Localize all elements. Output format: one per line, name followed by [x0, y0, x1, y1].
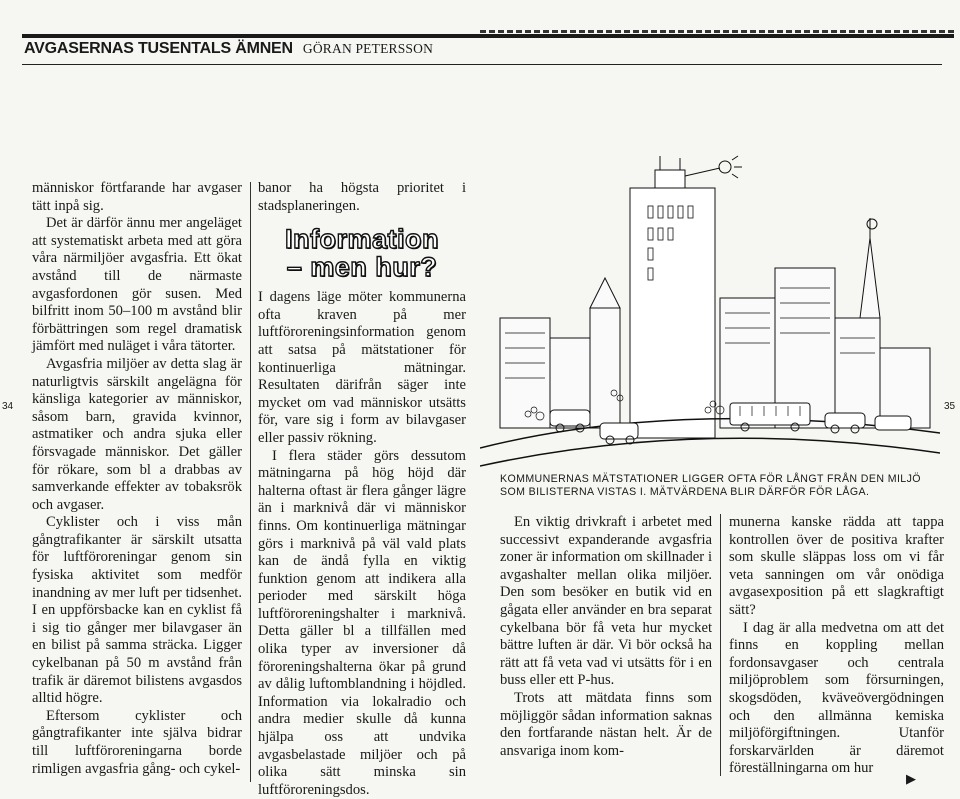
city-illustration — [480, 148, 940, 468]
paragraph: I dagens läge möter kommunerna ofta kraven på mer luftföroreningsinformation genom att satsa på mätstationer för kontinuerliga mätningar. Resultaten därifrån säger inte mycket om vad människor utsätts för, vare sig i form av bilavgaser eller passiv rökning. — [258, 289, 466, 446]
paragraph: Trots att mätdata finns som möjliggör sådan information saknas den fortfarande nästan helt. Är de ansvariga inom kom- — [500, 689, 712, 759]
section-title: AVGASERNAS TUSENTALS ÄMNEN — [24, 40, 293, 57]
subheading-line-2: – men hur? — [286, 252, 438, 283]
paragraph: I flera städer görs dessutom mätningarna på hög höjd där halterna oftast är flera gånger lägre än i marknivå där vi människor finns. Om kontinuerliga mätningar görs i marknivå på väl vald plats kan de ändå fylla en viktig funktion genom att indikera alla perioder med särskilt höga luftföroreningshalter i marknivå. Detta gäller bl a tillfällen med olika typer av inversioner då föroreningshalterna ökar på grund av dålig luftomblandning i höjdled. Information via lokalradio och andra medier skulle då kunna hjälpa oss att undvika avgasbelastade miljöer och på olika sätt minska sin luftföroreningsdos. — [258, 447, 466, 798]
text-column-4 — [729, 514, 944, 778]
paragraph: banor ha högsta prioritet i stadsplaneringen. — [258, 180, 466, 214]
column-divider — [250, 182, 251, 782]
text-column-2 — [258, 180, 466, 799]
illustration-caption: KOMMUNERNAS MÄTSTATIONER LIGGER OFTA FÖR LÅNGT FRÅN DEN MILJÖ SOM BILISTERNA VISTAS I. MÄTVÄRDENA BLIR DÄRFÖR FÖR LÅGA. — [500, 473, 921, 498]
paragraph: Eftersom cyklister och gångtrafikanter inte själva bidrar till luftföroreningarna borde rimligen avgasfria gång- och cykel- — [32, 707, 242, 777]
subheading-line-1: Information — [285, 224, 439, 255]
column-divider — [720, 514, 721, 776]
paragraph: Avgasfria miljöer av detta slag är naturligtvis särskilt angelägna för känsliga kategorier av människor, såsom barn, gravida kvinnor, astmatiker och andra sjuka eller försvagade människor. Det gäller för rökare, som bl a drabbas av samverkande effekter av tobaksrök och avgaser. — [32, 355, 242, 513]
page-number-left: 34 — [2, 401, 14, 412]
paragraph: En viktig drivkraft i arbetet med successivt expanderande avgasfria zoner är information om skillnader i avgashalter mellan olika miljöer. Den som besöker en butik vid en gågata eller använder en bra separat cykelbana bör få veta hur mycket bättre luften är där. Vi bör också ha rätt att få veta vad vi utsätts för i en buss eller ett P-hus. — [500, 514, 712, 689]
page-number-right: 35 — [944, 401, 956, 412]
text-column-1 — [32, 180, 242, 778]
text-column-3 — [500, 514, 712, 760]
decorative-top-rule-dashed — [480, 30, 954, 33]
top-rule — [22, 34, 954, 38]
paragraph: I dag är alla medvetna om att det finns en koppling mellan fordonsavgaser och centrala miljöproblem som försurningen, skogsdöden, kväveövergödningen och den allmänna kemiska miljöförgiftningen. Utanför forskarvärlden är däremot föreställningarna om hur — [729, 619, 944, 777]
header-rule — [22, 64, 942, 65]
continue-arrow-icon: ▶ — [906, 772, 916, 787]
subheading — [258, 225, 466, 281]
paragraph: Det är därför ännu mer angeläget att systematiskt arbeta med att göra våra närmiljöer avgasfria. Ett ökat avstånd till de närmaste avgasfordonen gör susen. Med bilfritt inom 50–100 m avstånd blir förbättringen som regel dramatisk jämfört med nuläget i våra tätorter. — [32, 215, 242, 355]
paragraph: Cyklister och i viss mån gångtrafikanter är särskilt utsatta för luftföroreningar genom sin fysiska aktivitet som medför inandning av mer luft per tidsenhet. I en uppförsbacke kan en cyklist få i sig tio gånger mer bilavgaser än en bilist på samma sträcka. Ligger cykelbanan på 50 m avstånd från trafik är däremot bilistens avgasdos alltid högre. — [32, 514, 242, 707]
author-name: GÖRAN PETERSSON — [302, 41, 434, 56]
paragraph: människor förtfarande har avgaser tätt inpå sig. — [32, 180, 242, 214]
paragraph: munerna kanske rädda att tappa kontrollen över de positiva krafter som skulle släppas loss om vi får veta sanningen om vår onödiga avgasexposition på ett slagkraftigt sätt? — [729, 514, 944, 618]
page-header — [24, 40, 433, 64]
